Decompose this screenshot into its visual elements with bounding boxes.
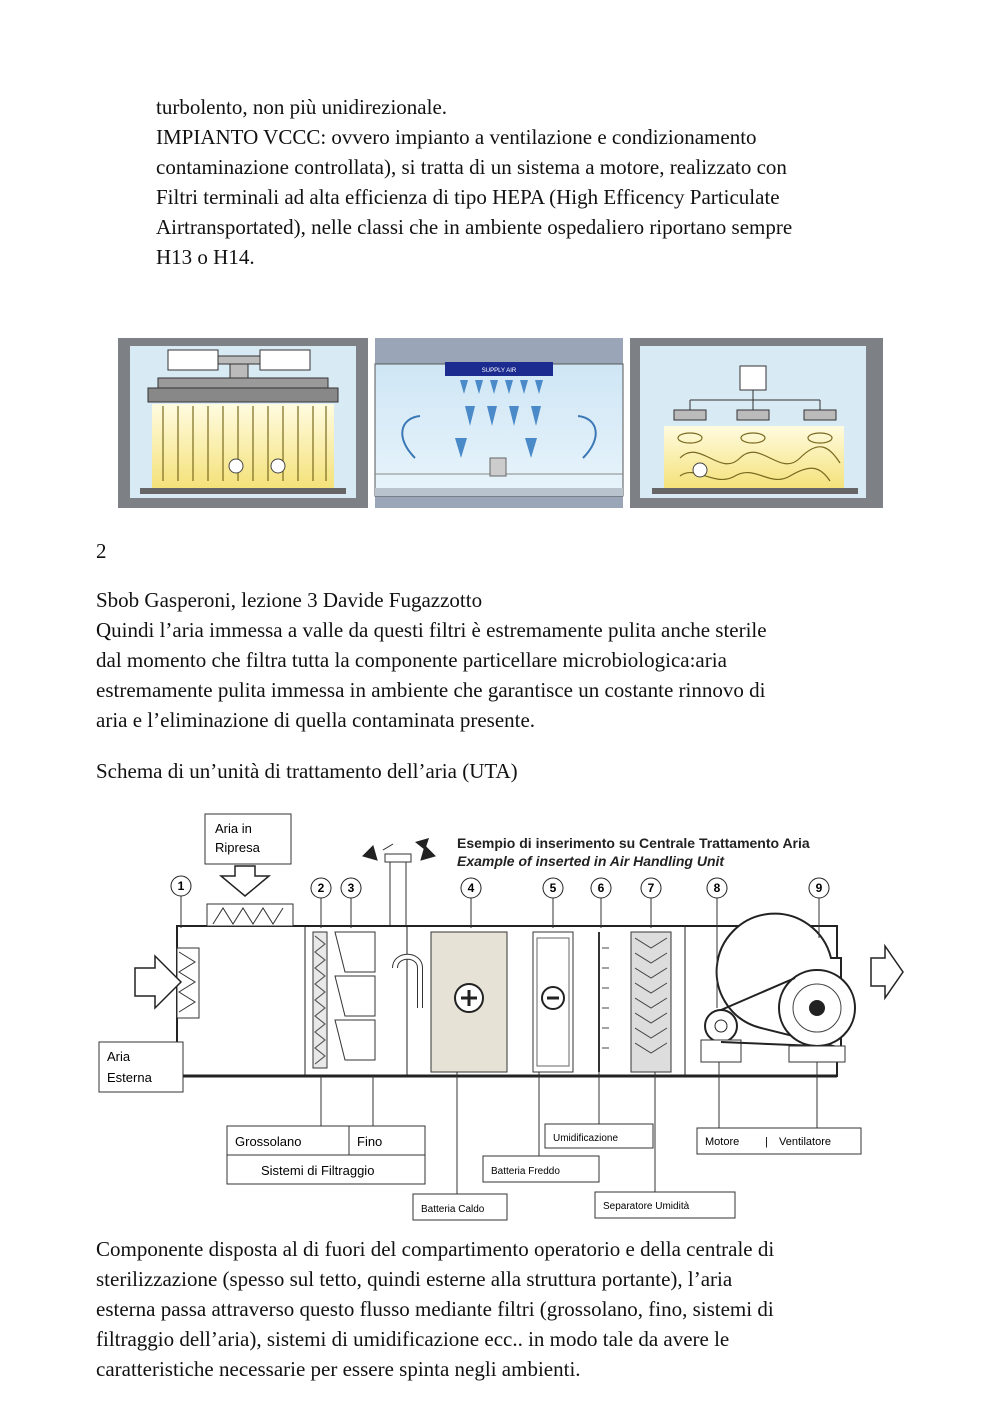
aria-esterna-label-2: Esterna <box>107 1070 152 1085</box>
moisture-separator <box>631 932 671 1072</box>
aria-ripresa-label: Aria in <box>215 821 252 836</box>
batteria-caldo-label: Batteria Caldo <box>421 1204 485 1215</box>
umidificazione-label: Umidificazione <box>553 1133 619 1144</box>
grossolano-label: Grossolano <box>235 1134 302 1149</box>
bottom-paragraph <box>96 1234 774 1384</box>
component-number: 3 <box>347 881 355 895</box>
aria-esterna-label: Aria <box>107 1049 131 1064</box>
text-line: H13 o H14. <box>156 245 255 269</box>
top-paragraph <box>156 92 792 272</box>
text-line: aria e l’eliminazione di quella contaminata presente. <box>96 708 536 732</box>
air-handling-unit-diagram <box>95 808 905 1226</box>
airflow-illustrations <box>118 338 883 508</box>
text-line: filtraggio dell’aria), sistemi di umidificazione ecc.. in modo tale da avere le <box>96 1327 730 1351</box>
text-line: turbolento, non più unidirezionale. <box>156 95 448 119</box>
text-line: Quindi l’aria immessa a valle da questi filtri è estremamente pulita anche sterile <box>96 618 767 642</box>
text-line: estremamente pulita immessa in ambiente che garantisce un costante rinnovo di <box>96 678 766 702</box>
section-heading-text: Schema di un’unità di trattamento dell’aria (UTA) <box>96 759 518 783</box>
label-divider: | <box>765 1136 768 1148</box>
supply-air-label: SUPPLY AIR <box>481 368 517 374</box>
text-line: esterna passa attraverso questo flusso mediante filtri (grossolano, fino, sistemi di <box>96 1297 774 1321</box>
turbulent-flow-illustration <box>630 338 883 508</box>
text-line: IMPIANTO VCCC: ovvero impianto a ventilazione e condizionamento <box>156 125 757 149</box>
fino-label: Fino <box>357 1134 383 1149</box>
component-number: 7 <box>647 881 655 895</box>
text-line: caratteristiche necessarie per essere spinta negli ambienti. <box>96 1357 581 1381</box>
text-line: Filtri terminali ad alta efficienza di tipo HEPA (High Efficency Particulate <box>156 185 780 209</box>
diagram-title-it: Esempio di inserimento su Centrale Trattamento Aria <box>457 835 810 851</box>
component-number: 4 <box>467 881 475 895</box>
author-line: Sbob Gasperoni, lezione 3 Davide Fugazzotto <box>96 588 483 612</box>
page-number-text: 2 <box>96 539 107 563</box>
body-paragraph <box>96 585 767 735</box>
component-number: 5 <box>549 881 557 895</box>
motore-label: Motore <box>705 1136 740 1148</box>
text-line: dal momento che filtra tutta la componente particellare microbiologica:aria <box>96 648 727 672</box>
bag-filter <box>335 932 375 1060</box>
down-arrow-icon <box>221 866 269 896</box>
diagram-title-en: Example of inserted in Air Handling Unit <box>457 853 725 869</box>
ventilatore-label: Ventilatore <box>779 1136 831 1148</box>
laminar-flow-illustration <box>118 338 368 508</box>
outlet-arrow-icon <box>871 946 903 998</box>
component-number: 8 <box>713 881 721 895</box>
component-number: 9 <box>815 881 823 895</box>
sistemi-filtraggio-label: Sistemi di Filtraggio <box>261 1163 375 1178</box>
page-number <box>96 536 107 566</box>
component-number: 6 <box>597 881 605 895</box>
component-number: 1 <box>177 879 185 893</box>
text-line: Airtransportated), nelle classi che in ambiente ospedaliero riportano sempre <box>156 215 793 239</box>
supply-air-illustration <box>375 338 623 508</box>
text-line: contaminazione controllata), si tratta di un sistema a motore, realizzato con <box>156 155 787 179</box>
separatore-umidita-label: Separatore Umidità <box>603 1201 690 1212</box>
component-number: 2 <box>317 881 325 895</box>
text-line: sterilizzazione (spesso sul tetto, quindi esterne alla struttura portante), l’aria <box>96 1267 733 1291</box>
batteria-freddo-label: Batteria Freddo <box>491 1166 560 1177</box>
inlet-arrow-icon <box>135 956 181 1008</box>
text-line: Componente disposta al di fuori del compartimento operatorio e della centrale di <box>96 1237 775 1261</box>
section-heading <box>96 756 518 786</box>
aria-ripresa-label-2: Ripresa <box>215 840 260 855</box>
